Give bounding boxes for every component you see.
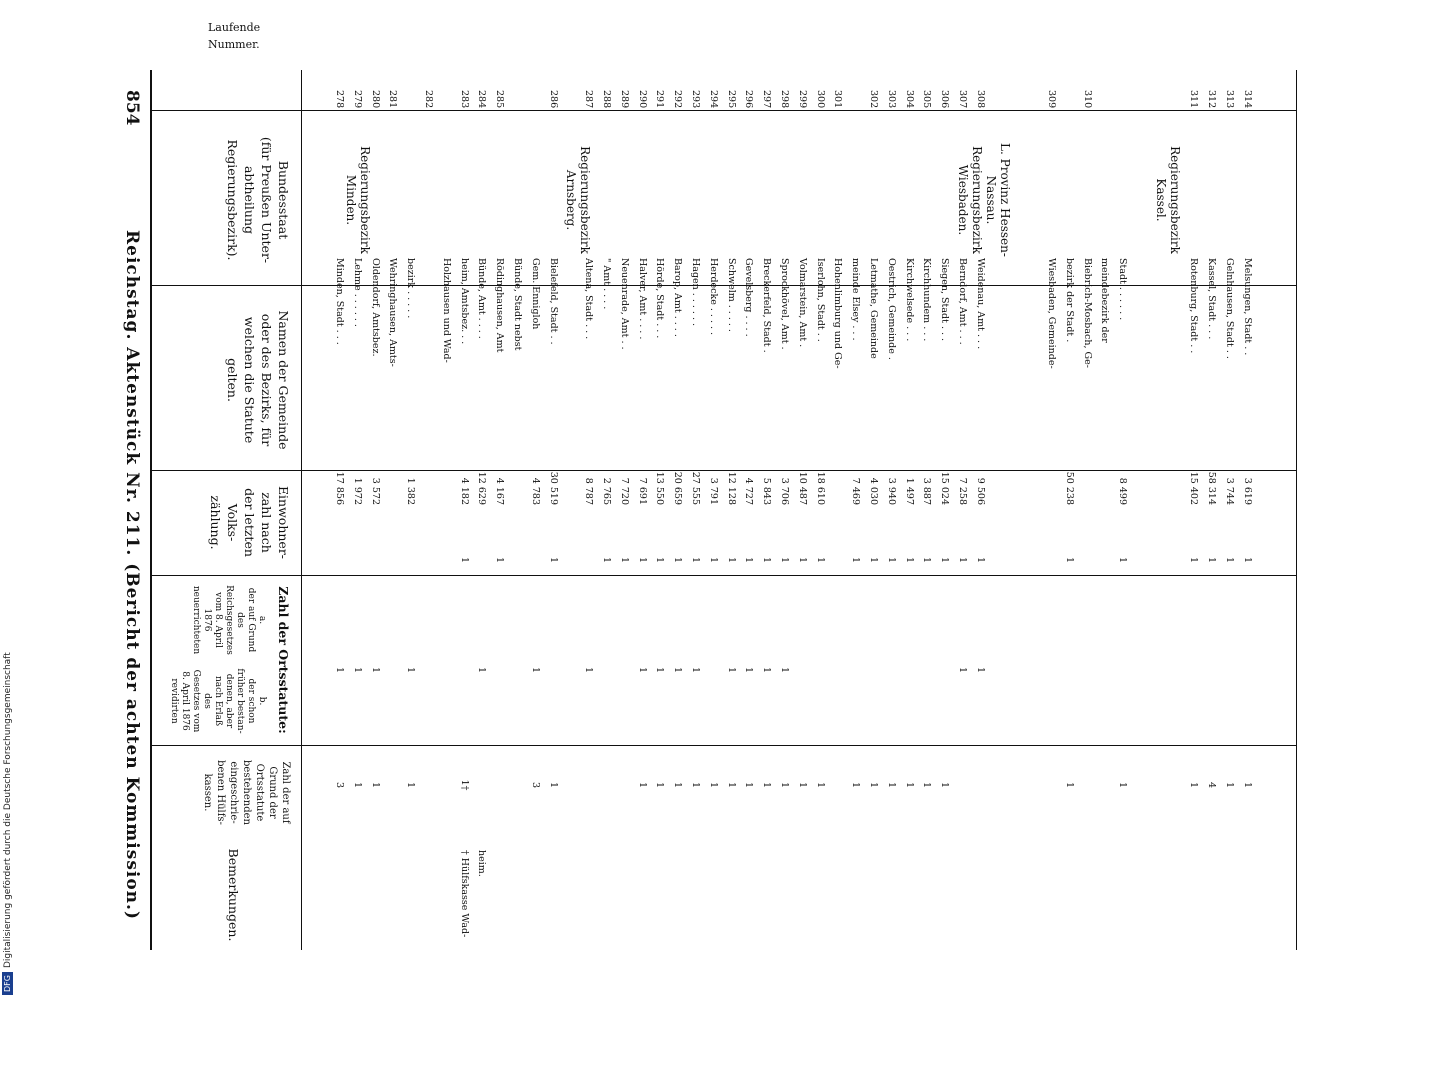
row-name: bezirk der Stadt . [1063, 258, 1075, 343]
table-row [797, 90, 806, 970]
row-fund-count: 3 [529, 781, 541, 789]
row-number: 279 [351, 90, 363, 109]
row-count-revised: 1 [743, 666, 755, 674]
row-population: 13 550 [654, 471, 666, 505]
row-count-new: 1 [939, 556, 951, 564]
row-count-revised: 1 [334, 666, 345, 674]
row-name: Neuenrade, Amt . . [618, 258, 630, 350]
row-count-new: 1 [618, 556, 630, 564]
row-name: Oestrich, Gemeinde . [885, 258, 897, 360]
header-state: Bundesstaat (für Preußen Unter- abtheilung Regierungsbezirk). [225, 136, 291, 264]
row-name: Volmarstein, Amt . [796, 258, 808, 348]
table-row [424, 90, 433, 970]
row-fund-count: 3 [334, 781, 345, 789]
row-name: Bünde, Amt . . . . [476, 258, 488, 339]
row-count-new: 1 [957, 556, 968, 564]
row-name: Hörde, Stadt . . . [654, 258, 666, 339]
table-row [477, 90, 486, 970]
row-fund-count: 1 [1241, 781, 1253, 789]
row-population: 30 519 [547, 471, 559, 505]
row-population: 4 167 [494, 477, 506, 505]
row-fund-count: 1 [369, 781, 381, 789]
table-row [1100, 90, 1109, 970]
dfg-logo: DFG [2, 972, 13, 995]
row-count-new: 1 [868, 556, 879, 564]
row-count-new: 1 [1241, 556, 1253, 564]
row-name: Gevelsberg . . . . [743, 258, 755, 337]
table-row [1171, 90, 1180, 970]
row-name: Letmathe, Gemeinde [868, 258, 879, 359]
table-row [762, 90, 771, 970]
row-name: " Amt . . . . [601, 258, 612, 310]
row-population: 50 238 [1063, 471, 1075, 505]
row-number: 296 [743, 90, 755, 109]
row-fund-count: 1 [351, 781, 363, 789]
table-row [975, 90, 984, 970]
table-row [602, 90, 611, 970]
row-fund-count: 1 [1224, 781, 1235, 789]
row-name: Kassel, Stadt . . . [1206, 258, 1218, 340]
table-row [958, 90, 967, 970]
row-count-new: 1 [1206, 556, 1218, 564]
row-number: 306 [939, 90, 951, 109]
row-fund-count: 1 [761, 781, 773, 789]
row-name: Berndorf, Amt . . . [957, 258, 968, 345]
row-population: 18 610 [814, 471, 826, 505]
row-count-revised: 1 [725, 666, 737, 674]
row-population: 20 659 [672, 471, 684, 505]
row-population: 27 555 [690, 471, 701, 505]
row-name: Wehringhausen, Amts- [387, 258, 399, 367]
row-population: 58 314 [1206, 471, 1218, 505]
row-count-new: 1 [1224, 556, 1235, 564]
row-count-new: 1 [725, 556, 737, 564]
row-population: 9 506 [974, 477, 986, 505]
header-a: a. der auf Grund des Reichsgesetzes vom 8. April 1876 neuerrichteten [191, 585, 267, 655]
table-row [1207, 90, 1216, 970]
table-row [584, 90, 593, 970]
row-name: Iserlohn, Stadt . . [814, 258, 826, 342]
row-number: 297 [761, 90, 773, 109]
row-population: 7 720 [618, 477, 630, 505]
table-row [352, 90, 361, 970]
row-count-new: 1 [601, 556, 612, 564]
region-minden: Regierungsbezirk Minden. [344, 146, 372, 254]
row-fund-count: 1 [868, 781, 879, 789]
row-population: 2 765 [601, 477, 612, 505]
row-fund-count: 1 [939, 781, 951, 789]
row-name: Siegen, Stadt . . . [939, 258, 951, 342]
table-row [886, 90, 895, 970]
row-population: 3 706 [779, 477, 790, 505]
table-row [566, 90, 575, 970]
row-count-revised: 1 [761, 666, 773, 674]
row-population: 8 499 [1117, 477, 1129, 505]
row-count-new: 1 [974, 556, 986, 564]
row-number: 291 [654, 90, 666, 109]
row-number: 301 [832, 90, 844, 109]
table-row [495, 90, 504, 970]
row-name: Hohenlimburg und Ge- [832, 258, 844, 369]
row-name: Halver, Amt . . . . [636, 258, 648, 340]
row-population: 3 940 [885, 477, 897, 505]
row-name: Gem. Ennigloh [529, 258, 541, 330]
row-fund-count: 1 [779, 781, 790, 789]
header-num: Laufende Nummer. [208, 21, 261, 51]
table-row [406, 90, 415, 970]
table-row [459, 90, 468, 970]
page-title: Reichstag. Aktenstück Nr. 211. (Bericht der achten Kommission.) [122, 230, 142, 921]
table-row [673, 90, 682, 970]
row-number: 285 [494, 90, 506, 109]
row-population: 3 744 [1224, 477, 1235, 505]
row-count-new: 1 [814, 556, 826, 564]
row-number: 286 [547, 90, 559, 109]
row-fund-count: 1 [1188, 781, 1200, 789]
row-number: 295 [725, 90, 737, 109]
row-name: meinde Elsey . . . [850, 258, 862, 341]
row-population: 12 629 [476, 471, 488, 505]
row-fund-count: 1 [850, 781, 862, 789]
row-fund-count: 1 [672, 781, 684, 789]
row-number: 298 [779, 90, 790, 109]
table-row [1064, 90, 1073, 970]
table-row [1242, 90, 1251, 970]
row-count-new: 1 [654, 556, 666, 564]
row-population: 5 843 [761, 477, 773, 505]
row-name: Weidenau, Amt . . . [974, 258, 986, 350]
row-number: 308 [974, 90, 986, 109]
row-population: 10 487 [796, 471, 808, 505]
row-number: 314 [1241, 90, 1253, 109]
row-number: 307 [957, 90, 968, 109]
row-fund-count: 1 [903, 781, 915, 789]
row-fund-count: 1 [921, 781, 933, 789]
row-name: Rotenburg, Stadt . . [1188, 258, 1200, 354]
table-row [708, 90, 717, 970]
row-count-new: 1 [494, 556, 506, 564]
header-remarks: Bemerkungen. [226, 848, 241, 942]
table-row [1189, 90, 1198, 970]
page-header [112, 90, 142, 920]
row-fund-count: 1 [654, 781, 666, 789]
table-body [332, 90, 1292, 970]
row-name: Biebrich-Mosbach, Ge- [1081, 258, 1093, 368]
row-name: Bielefeld, Stadt . . [547, 258, 559, 345]
row-number: 302 [868, 90, 879, 109]
row-number: 303 [885, 90, 897, 109]
header-name: Namen der Gemeinde oder des Bezirks, für welchen die Statute gelten. [225, 310, 291, 450]
column-head-rule [301, 70, 302, 950]
row-population: 7 691 [636, 477, 648, 505]
row-name: Schwelm . . . . . [725, 258, 737, 332]
side-note [2, 595, 13, 995]
row-name: Kirchwelsede . . . [903, 258, 915, 342]
row-population: 15 402 [1188, 471, 1200, 505]
row-count-new: 1 [921, 556, 933, 564]
row-population: 12 128 [725, 471, 737, 505]
row-count-new: 1 [547, 556, 559, 564]
row-count-revised: 1 [636, 666, 648, 674]
table-row [940, 90, 949, 970]
row-count-new: 1 [1063, 556, 1075, 564]
row-name: Altena, Stadt . . . [583, 258, 595, 340]
table-row [869, 90, 878, 970]
row-count-revised: 1 [974, 666, 986, 674]
row-name: heim, Amtsbez. . . [458, 258, 470, 345]
row-population: 3 887 [921, 477, 933, 505]
header-pop: Einwohner- zahl nach der letzten Volks- zählung. [208, 485, 291, 560]
row-count-new: 1 [743, 556, 755, 564]
row-number: 284 [476, 90, 488, 109]
row-count-revised: 1 [779, 666, 790, 674]
row-count-new: 1 [885, 556, 897, 564]
row-fund-count: 4 [1206, 781, 1218, 789]
row-count-revised: 1 [690, 666, 701, 674]
row-population: 4 783 [529, 477, 541, 505]
table-row [619, 90, 628, 970]
row-fund-count: 1 [725, 781, 737, 789]
row-name: Hagen . . . . . . [690, 258, 701, 327]
row-fund-count: 1 [796, 781, 808, 789]
row-number: 278 [334, 90, 345, 109]
row-number: 293 [690, 90, 701, 109]
header-rule [150, 70, 152, 950]
page-number: 854 [122, 90, 142, 126]
row-number: 294 [707, 90, 719, 109]
table-row [691, 90, 700, 970]
row-population: 1 497 [903, 477, 915, 505]
row-population: 3 619 [1241, 477, 1253, 505]
region-arnsberg: Regierungsbezirk Arnsberg. [564, 146, 592, 254]
row-number: 280 [369, 90, 381, 109]
row-number: 305 [921, 90, 933, 109]
row-number: 290 [636, 90, 648, 109]
row-number: 310 [1081, 90, 1093, 109]
row-count-revised: 1 [476, 666, 488, 674]
row-fund-count: 1† [458, 779, 470, 791]
row-name: Melsungen, Stadt . . [1241, 258, 1253, 356]
table-row [1118, 90, 1127, 970]
row-name: Sprockhövel, Amt . [779, 258, 790, 350]
row-count-revised: 1 [583, 666, 595, 674]
row-number: 289 [618, 90, 630, 109]
row-fund-count: 1 [690, 781, 701, 789]
table-row [904, 90, 913, 970]
row-count-new: 1 [1188, 556, 1200, 564]
row-population: 4 030 [868, 477, 879, 505]
table-row [922, 90, 931, 970]
row-count-revised: 1 [654, 666, 666, 674]
row-population: 1 972 [351, 477, 363, 505]
row-name: Rödinghausen, Amt [494, 258, 506, 353]
row-fund-count: 1 [743, 781, 755, 789]
row-population: 17 856 [334, 471, 345, 505]
row-population: 7 258 [957, 477, 968, 505]
row-fund-count: 1 [814, 781, 826, 789]
row-name: Minden, Stadt . . . [334, 258, 345, 345]
table-row [1011, 90, 1020, 970]
row-name: Oldendorf, Amtsbez. [369, 258, 381, 357]
row-name: Lehme . . . . . . [351, 258, 363, 327]
table-row [780, 90, 789, 970]
row-number: 309 [1046, 90, 1057, 109]
row-count-revised: 1 [351, 666, 363, 674]
row-count-new: 1 [690, 556, 701, 564]
table-row [833, 90, 842, 970]
row-name: Barop, Amt . . . . [672, 258, 684, 337]
row-name: Wiesbaden, Gemeinde- [1046, 258, 1057, 369]
row-name: Gelnhausen, Stadt . . [1224, 258, 1235, 359]
row-population: 4 182 [458, 477, 470, 505]
row-population: 1 382 [405, 477, 417, 505]
table-row [1029, 90, 1038, 970]
row-number: 299 [796, 90, 808, 109]
row-number: 300 [814, 90, 826, 109]
row-name: Bünde, Stadt nebst [512, 258, 523, 351]
row-name: Holzhausen und Wad- [440, 258, 452, 363]
table-row [744, 90, 753, 970]
row-number: 283 [458, 90, 470, 109]
region-kassel: Regierungsbezirk Kassel. [1154, 146, 1182, 254]
row-name: Stadt . . . . . . [1117, 258, 1129, 321]
table-row [1047, 90, 1056, 970]
side-note-text: Digitalisierung gefördert durch die Deutsche Forschungsgemeinschaft [3, 652, 13, 969]
table-row [655, 90, 664, 970]
row-number: 311 [1188, 90, 1200, 109]
row-number: 281 [387, 90, 399, 109]
table-row [388, 90, 397, 970]
row-count-new: 1 [761, 556, 773, 564]
row-population: 3 791 [707, 477, 719, 505]
table-row [993, 90, 1002, 970]
row-number: 312 [1206, 90, 1218, 109]
row-number: 287 [583, 90, 595, 109]
table-row [335, 90, 344, 970]
table-row [1136, 90, 1145, 970]
row-population: 3 572 [369, 477, 381, 505]
table-row [726, 90, 735, 970]
row-count-new: 1 [850, 556, 862, 564]
table-row [513, 90, 522, 970]
row-population: 15 024 [939, 471, 951, 505]
table-row [851, 90, 860, 970]
table-row [1225, 90, 1234, 970]
row-fund-count: 1 [547, 781, 559, 789]
row-number: 282 [423, 90, 434, 109]
header-b: b. der schon früher bestan- denen, aber nach Erlaß des Gesetzes vom 8. April 1876 revidirten [169, 668, 267, 734]
row-remark: † Hülfskasse Wad- [458, 850, 470, 938]
row-name: Kirchhundem . . . [921, 258, 933, 342]
row-population: 7 469 [850, 477, 862, 505]
header-f: Zahl der auf Grund der Ortsstatute bestehenden eingeschrie- benen Hülfs- kassen. [202, 760, 291, 825]
bottom-rule [1296, 70, 1297, 950]
row-count-new: 1 [458, 556, 470, 564]
table-row [1153, 90, 1162, 970]
row-name: Breckerfeld, Stadt . [761, 258, 773, 353]
row-count-new: 1 [779, 556, 790, 564]
row-count-new: 1 [1117, 556, 1129, 564]
row-remark: heim. [476, 850, 488, 877]
row-name: Herdecke . . . . . [707, 258, 719, 336]
row-fund-count: 1 [636, 781, 648, 789]
row-count-new: 1 [636, 556, 648, 564]
table-row [370, 90, 379, 970]
row-count-revised: 1 [369, 666, 381, 674]
row-count-new: 1 [903, 556, 915, 564]
row-name: bezirk . . . . . [405, 258, 417, 319]
table-row [815, 90, 824, 970]
row-fund-count: 1 [1063, 781, 1075, 789]
row-count-new: 1 [707, 556, 719, 564]
row-fund-count: 1 [885, 781, 897, 789]
row-count-revised: 1 [529, 666, 541, 674]
row-count-new: 1 [796, 556, 808, 564]
row-count-revised: 1 [405, 666, 417, 674]
row-number: 304 [903, 90, 915, 109]
table-row [1082, 90, 1091, 970]
row-count-revised: 1 [957, 666, 968, 674]
row-count-revised: 1 [672, 666, 684, 674]
row-number: 288 [601, 90, 612, 109]
table-row [530, 90, 539, 970]
row-name: meindebezirk der [1099, 258, 1111, 343]
region-hessen: L. Provinz Hessen- Nassau. Regierungsbezirk Wiesbaden. [956, 143, 1012, 257]
row-number: 292 [672, 90, 684, 109]
row-number: 313 [1224, 90, 1235, 109]
row-population: 4 727 [743, 477, 755, 505]
table-row [441, 90, 450, 970]
row-fund-count: 1 [1117, 781, 1129, 789]
row-fund-count: 1 [405, 781, 417, 789]
row-fund-count: 1 [707, 781, 719, 789]
row-count-new: 1 [672, 556, 684, 564]
header-group: Zahl der Ortsstatute: [276, 586, 291, 734]
table-row [548, 90, 557, 970]
table-row [637, 90, 646, 970]
row-population: 8 787 [583, 477, 595, 505]
